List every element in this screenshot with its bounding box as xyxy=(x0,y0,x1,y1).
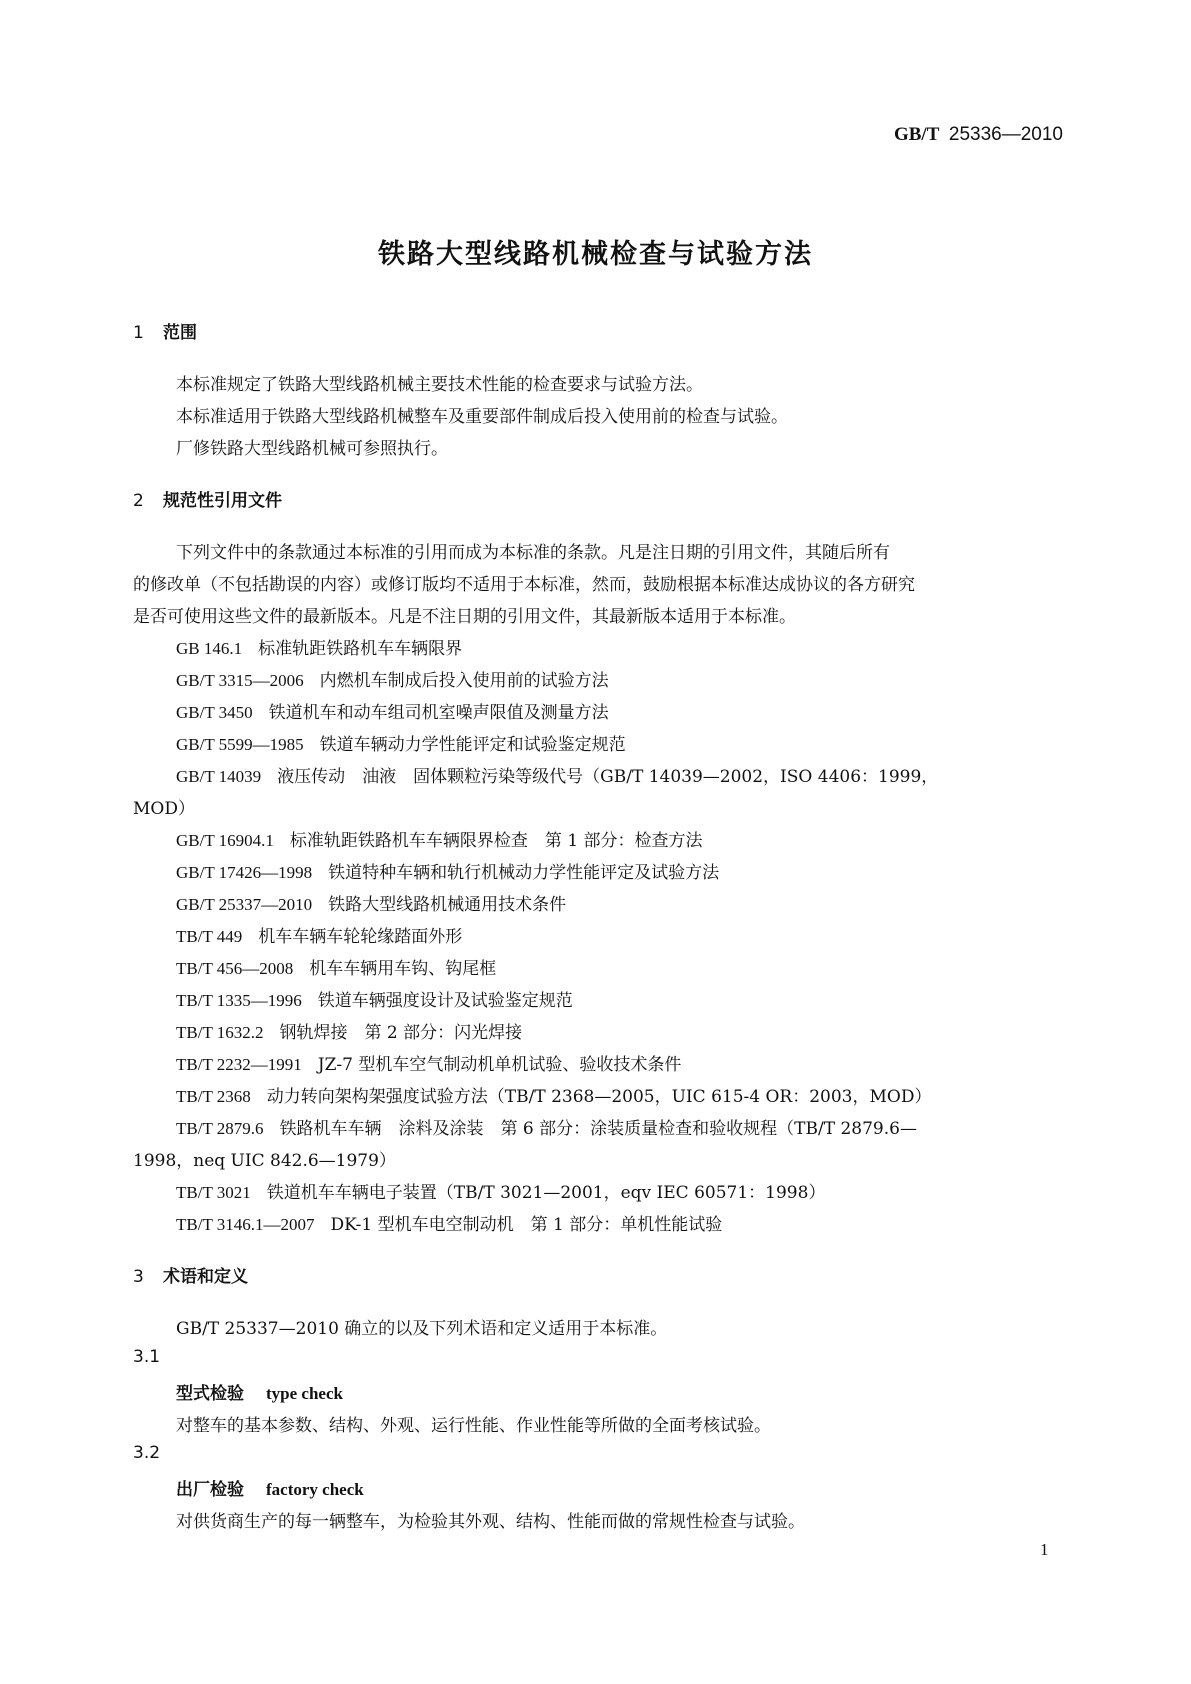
paragraph: 是否可使用这些文件的最新版本。凡是不注日期的引用文件，其最新版本适用于本标准。 xyxy=(133,607,796,627)
reference-title: 机车车辆用车钩、钩尾框 xyxy=(309,959,497,979)
reference-item xyxy=(176,666,609,691)
term-number: 3.1 xyxy=(133,1347,161,1367)
paragraph: 厂修铁路大型线路机械可参照执行。 xyxy=(176,439,448,459)
term-name xyxy=(176,1475,364,1500)
paragraph: 本标准规定了铁路大型线路机械主要技术性能的检查要求与试验方法。 xyxy=(176,375,703,395)
reference-title: 动力转向架构架强度试验方法（TB/T 2368—2005，UIC 615-4 OR：2003，MOD） xyxy=(266,1087,932,1107)
reference-item xyxy=(176,1210,722,1235)
section-1-heading xyxy=(133,318,197,343)
reference-title: 内燃机车制成后投入使用前的试验方法 xyxy=(319,671,609,691)
reference-title: 铁道车辆强度设计及试验鉴定规范 xyxy=(317,991,573,1011)
document-title: 铁路大型线路机械检查与试验方法 xyxy=(378,239,813,270)
reference-item xyxy=(176,826,703,851)
reference-item xyxy=(176,1018,522,1043)
reference-code: GB/T 17426—1998 xyxy=(176,863,313,882)
reference-item xyxy=(176,986,573,1011)
reference-item xyxy=(176,634,462,659)
reference-code: GB/T 3315—2006 xyxy=(176,671,304,690)
term-zh: 出厂检验 xyxy=(176,1480,244,1500)
reference-item xyxy=(176,730,626,755)
reference-code: TB/T 2232—1991 xyxy=(176,1055,302,1074)
page-number: 1 xyxy=(1040,1540,1049,1559)
term-en: type check xyxy=(266,1384,343,1403)
standard-code xyxy=(894,124,1063,146)
reference-code: TB/T 2879.6 xyxy=(176,1119,264,1138)
reference-code: TB/T 3146.1—2007 xyxy=(176,1215,315,1234)
reference-code: TB/T 449 xyxy=(176,927,243,946)
reference-item xyxy=(176,890,566,915)
reference-continuation: 1998，neq UIC 842.6—1979） xyxy=(133,1151,396,1171)
term-number: 3.2 xyxy=(133,1443,161,1463)
reference-code: GB/T 14039 xyxy=(176,767,262,786)
reference-code: TB/T 3021 xyxy=(176,1183,251,1202)
reference-title: DK-1 型机车电空制动机 第 1 部分：单机性能试验 xyxy=(330,1215,723,1235)
reference-code: GB/T 16904.1 xyxy=(176,831,274,850)
term-name xyxy=(176,1379,343,1404)
reference-code: TB/T 2368 xyxy=(176,1087,251,1106)
reference-item xyxy=(176,762,938,787)
reference-item xyxy=(176,1114,917,1139)
reference-code: GB/T 3450 xyxy=(176,703,253,722)
reference-title: 钢轨焊接 第 2 部分：闪光焊接 xyxy=(279,1023,523,1043)
reference-title: 机车车辆车轮轮缘踏面外形 xyxy=(258,927,463,947)
reference-title: 铁道车辆动力学性能评定和试验鉴定规范 xyxy=(319,735,626,755)
section-title: 范围 xyxy=(163,323,197,343)
reference-title: JZ-7 型机车空气制动机单机试验、验收技术条件 xyxy=(317,1055,682,1075)
section-title: 规范性引用文件 xyxy=(163,491,282,511)
reference-item xyxy=(176,858,719,883)
reference-title: 标准轨距铁路机车车辆限界 xyxy=(258,639,463,659)
reference-code: TB/T 1632.2 xyxy=(176,1023,264,1042)
section-3-heading xyxy=(133,1262,248,1287)
reference-code: GB 146.1 xyxy=(176,639,243,658)
standard-number: 25336—2010 xyxy=(948,124,1063,145)
term-definition: 对整车的基本参数、结构、外观、运行性能、作业性能等所做的全面考核试验。 xyxy=(176,1416,771,1436)
standard-prefix: GB/T xyxy=(893,124,940,145)
reference-title: 铁道特种车辆和轨行机械动力学性能评定及试验方法 xyxy=(328,863,720,883)
term-zh: 型式检验 xyxy=(176,1384,244,1404)
section-number: 3 xyxy=(133,1267,144,1287)
reference-item xyxy=(176,922,462,947)
reference-item xyxy=(176,954,496,979)
reference-item xyxy=(176,1050,681,1075)
term-en: factory check xyxy=(266,1480,364,1499)
section-2-heading xyxy=(133,486,282,511)
reference-title: 铁路机车车辆 涂料及涂装 第 6 部分：涂装质量检查和验收规程（TB/T 2879.6— xyxy=(279,1119,917,1139)
section-number: 1 xyxy=(133,323,144,343)
reference-item xyxy=(176,698,609,723)
reference-code: GB/T 5599—1985 xyxy=(176,735,304,754)
reference-code: TB/T 1335—1996 xyxy=(176,991,302,1010)
term-definition: 对供货商生产的每一辆整车，为检验其外观、结构、性能而做的常规性检查与试验。 xyxy=(176,1512,805,1532)
reference-title: 标准轨距铁路机车车辆限界检查 第 1 部分：检查方法 xyxy=(289,831,703,851)
paragraph: GB/T 25337—2010 确立的以及下列术语和定义适用于本标准。 xyxy=(176,1319,668,1339)
paragraph: 本标准适用于铁路大型线路机械整车及重要部件制成后投入使用前的检查与试验。 xyxy=(176,407,788,427)
paragraph: 的修改单（不包括勘误的内容）或修订版均不适用于本标准，然而，鼓励根据本标准达成协议的各方研究 xyxy=(133,575,915,595)
reference-title: 铁道机车车辆电子装置（TB/T 3021—2001，eqv IEC 60571：1998） xyxy=(266,1183,826,1203)
section-title: 术语和定义 xyxy=(163,1267,248,1287)
reference-continuation: MOD） xyxy=(133,799,195,819)
reference-title: 铁路大型线路机械通用技术条件 xyxy=(328,895,567,915)
reference-item xyxy=(176,1178,825,1203)
paragraph: 下列文件中的条款通过本标准的引用而成为本标准的条款。凡是注日期的引用文件，其随后所有 xyxy=(176,543,890,563)
reference-title: 铁道机车和动车组司机室噪声限值及测量方法 xyxy=(268,703,609,723)
reference-code: GB/T 25337—2010 xyxy=(176,895,313,914)
reference-item xyxy=(176,1082,931,1107)
reference-code: TB/T 456—2008 xyxy=(176,959,294,978)
section-number: 2 xyxy=(133,491,144,511)
reference-title: 液压传动 油液 固体颗粒污染等级代号（GB/T 14039—2002，ISO 4406：1999， xyxy=(277,767,939,787)
